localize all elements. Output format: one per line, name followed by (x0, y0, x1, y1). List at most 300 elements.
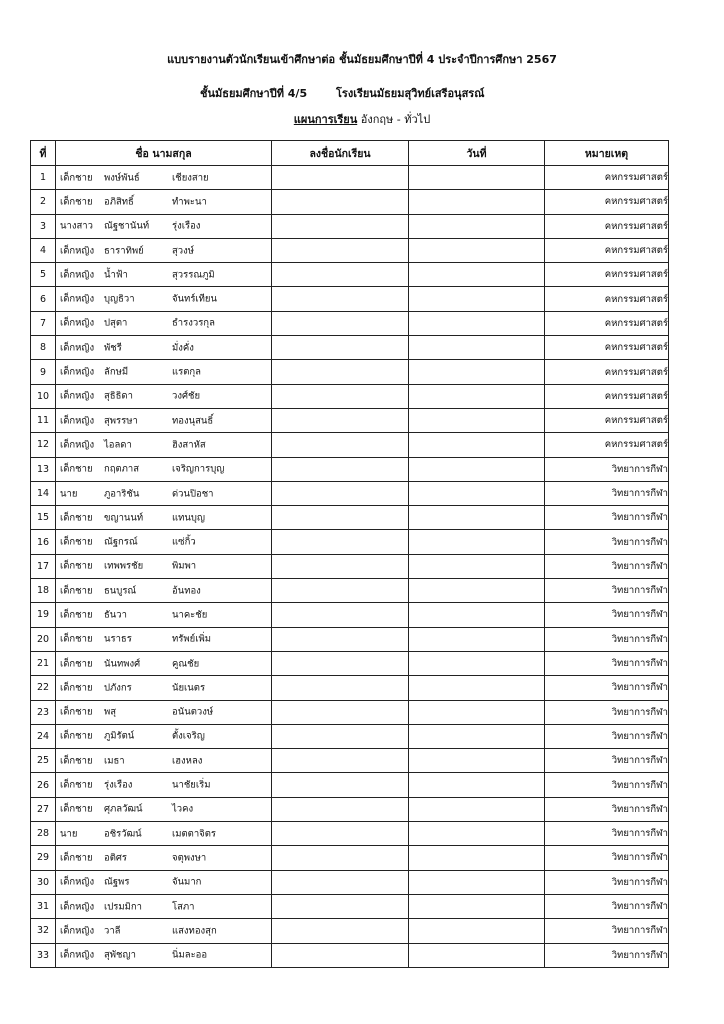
signature-cell[interactable] (272, 651, 409, 675)
student-name-cell (56, 846, 272, 870)
remark-cell: วิทยาการกีฬา (545, 627, 669, 651)
row-number: 27 (31, 797, 56, 821)
signature-cell[interactable] (272, 311, 409, 335)
remark-cell: คหกรรมศาสตร์ (545, 287, 669, 311)
table-row (31, 408, 669, 432)
first-name: ลักษมี (104, 366, 129, 378)
remark-cell: คหกรรมศาสตร์ (545, 360, 669, 384)
last-name: ด่วนปิอชา (172, 488, 214, 499)
remark-cell: วิทยาการกีฬา (545, 773, 669, 797)
first-name: กฤตภาส (104, 463, 140, 475)
name-prefix: เด็กชาย (60, 682, 93, 694)
table-row (31, 238, 669, 262)
remark-cell: คหกรรมศาสตร์ (545, 336, 669, 360)
date-cell[interactable] (409, 360, 545, 384)
first-name: สุธิธิดา (104, 390, 133, 402)
table-row (31, 579, 669, 603)
last-name: พิมพา (172, 560, 197, 572)
row-number: 9 (31, 360, 56, 384)
signature-cell[interactable] (272, 700, 409, 724)
first-name: สุพัชญา (104, 949, 136, 961)
row-number: 2 (31, 190, 56, 214)
table-row (31, 506, 669, 530)
table-row (31, 749, 669, 773)
last-name: สุวรรณภูมิ (172, 269, 215, 281)
row-number: 33 (31, 943, 56, 967)
remark-cell: วิทยาการกีฬา (545, 603, 669, 627)
student-name-cell (56, 481, 272, 505)
last-name: แสงทองสุก (172, 925, 217, 937)
student-name-cell (56, 408, 272, 432)
first-name: ณัฐชานันท์ (104, 220, 150, 232)
remark-cell: คหกรรมศาสตร์ (545, 190, 669, 214)
row-number: 5 (31, 263, 56, 287)
date-cell[interactable] (409, 457, 545, 481)
date-cell[interactable] (409, 287, 545, 311)
remark-cell: วิทยาการกีฬา (545, 846, 669, 870)
last-name: ธำรงวรกุล (172, 317, 215, 329)
first-name: ศุภลวัฒน์ (104, 803, 143, 815)
last-name: จันทร์เทียน (172, 293, 217, 305)
signature-cell[interactable] (272, 408, 409, 432)
student-name-cell (56, 749, 272, 773)
remark-cell: วิทยาการกีฬา (545, 919, 669, 943)
date-cell[interactable] (409, 749, 545, 773)
date-cell[interactable] (409, 214, 545, 238)
name-prefix: เด็กหญิง (60, 269, 95, 281)
signature-cell[interactable] (272, 384, 409, 408)
row-number: 25 (31, 749, 56, 773)
remark-cell: คหกรรมศาสตร์ (545, 214, 669, 238)
date-cell[interactable] (409, 554, 545, 578)
name-prefix: เด็กหญิง (60, 293, 95, 305)
date-cell[interactable] (409, 166, 545, 190)
student-name-cell (56, 894, 272, 918)
table-row (31, 263, 669, 287)
last-name: อนันตวงษ์ (172, 706, 214, 718)
row-number: 29 (31, 846, 56, 870)
student-name-cell (56, 336, 272, 360)
first-name: ณัฐกรณ์ (104, 536, 138, 548)
last-name: ฮิงสาหัส (172, 439, 206, 451)
name-prefix: เด็กหญิง (60, 342, 95, 354)
name-prefix: เด็กหญิง (60, 245, 95, 257)
column-header-remark: หมายเหตุ (545, 141, 669, 166)
date-cell[interactable] (409, 894, 545, 918)
last-name: แทนบุญ (172, 512, 206, 524)
signature-cell[interactable] (272, 724, 409, 748)
last-name: จันมาก (172, 876, 202, 888)
first-name: บุญธิวา (104, 293, 135, 305)
last-name: ทรัพย์เพิ่ม (172, 633, 211, 645)
signature-cell[interactable] (272, 554, 409, 578)
student-name-cell (56, 822, 272, 846)
table-row (31, 870, 669, 894)
date-cell[interactable] (409, 846, 545, 870)
signature-cell[interactable] (272, 894, 409, 918)
student-name-cell (56, 919, 272, 943)
remark-cell: วิทยาการกีฬา (545, 894, 669, 918)
name-prefix: เด็กชาย (60, 172, 93, 184)
first-name: พสุ (104, 706, 117, 718)
student-name-cell (56, 773, 272, 797)
table-row (31, 481, 669, 505)
name-prefix: เด็กชาย (60, 779, 93, 791)
last-name: เฮงหลง (172, 755, 203, 767)
table-row (31, 166, 669, 190)
student-name-cell (56, 506, 272, 530)
last-name: สุวงษ์ (172, 245, 195, 257)
last-name: คูณชัย (172, 658, 200, 670)
date-cell[interactable] (409, 481, 545, 505)
signature-cell[interactable] (272, 263, 409, 287)
signature-cell[interactable] (272, 773, 409, 797)
student-name-cell (56, 190, 272, 214)
last-name: เจริญการบุญ (172, 463, 225, 475)
signature-cell[interactable] (272, 506, 409, 530)
name-prefix: นางสาว (60, 220, 93, 232)
signature-cell[interactable] (272, 627, 409, 651)
signature-cell[interactable] (272, 214, 409, 238)
remark-cell: คหกรรมศาสตร์ (545, 238, 669, 262)
date-cell[interactable] (409, 627, 545, 651)
name-prefix: เด็กชาย (60, 755, 93, 767)
last-name: มั่งคั่ง (172, 342, 194, 354)
table-header-row (31, 141, 669, 166)
table-row (31, 311, 669, 335)
name-prefix: เด็กชาย (60, 803, 93, 815)
remark-cell: วิทยาการกีฬา (545, 481, 669, 505)
remark-cell: วิทยาการกีฬา (545, 797, 669, 821)
study-plan-name: อังกฤษ - ทั่วไป (360, 113, 431, 126)
last-name: จตุพงษา (172, 852, 207, 864)
first-name: ธันวา (104, 609, 127, 621)
row-number: 19 (31, 603, 56, 627)
signature-cell[interactable] (272, 870, 409, 894)
student-name-cell (56, 166, 272, 190)
row-number: 24 (31, 724, 56, 748)
remark-cell: วิทยาการกีฬา (545, 870, 669, 894)
last-name: แซ่กิ้ว (172, 536, 196, 548)
signature-cell[interactable] (272, 749, 409, 773)
last-name: แรตกุล (172, 366, 201, 378)
name-prefix: เด็กชาย (60, 852, 93, 864)
signature-cell[interactable] (272, 481, 409, 505)
row-number: 18 (31, 579, 56, 603)
date-cell[interactable] (409, 506, 545, 530)
date-cell[interactable] (409, 336, 545, 360)
column-header-date: วันที่ (409, 141, 545, 166)
date-cell[interactable] (409, 724, 545, 748)
table-row (31, 336, 669, 360)
student-name-cell (56, 530, 272, 554)
date-cell[interactable] (409, 238, 545, 262)
date-cell[interactable] (409, 433, 545, 457)
signature-cell[interactable] (272, 360, 409, 384)
remark-cell: คหกรรมศาสตร์ (545, 166, 669, 190)
row-number: 23 (31, 700, 56, 724)
first-name: อชิรวัฒน์ (104, 828, 142, 840)
last-name: วงศ์ชัย (172, 390, 201, 402)
last-name: นัยเนตร (172, 682, 206, 694)
date-cell[interactable] (409, 676, 545, 700)
student-name-cell (56, 287, 272, 311)
table-row (31, 214, 669, 238)
first-name: ณัฐพร (104, 876, 130, 888)
student-name-cell (56, 870, 272, 894)
first-name: ภูอาริชัน (104, 488, 140, 499)
student-name-cell (56, 627, 272, 651)
student-name-cell (56, 797, 272, 821)
remark-cell: วิทยาการกีฬา (545, 457, 669, 481)
first-name: สุพรรษา (104, 415, 138, 427)
row-number: 10 (31, 384, 56, 408)
last-name: เชียงสาย (172, 172, 209, 184)
table-row (31, 773, 669, 797)
last-name: นาคะชัย (172, 609, 208, 621)
date-cell[interactable] (409, 919, 545, 943)
last-name: นาชัยเริ่ม (172, 779, 211, 791)
remark-cell: วิทยาการกีฬา (545, 822, 669, 846)
student-name-cell (56, 214, 272, 238)
table-row (31, 724, 669, 748)
date-cell[interactable] (409, 797, 545, 821)
row-number: 15 (31, 506, 56, 530)
table-row (31, 603, 669, 627)
table-row (31, 190, 669, 214)
remark-cell: วิทยาการกีฬา (545, 943, 669, 967)
school-name: โรงเรียนมัธยมสุวิทย์เสรีอนุสรณ์ (336, 87, 485, 100)
date-cell[interactable] (409, 603, 545, 627)
table-row (31, 287, 669, 311)
name-prefix: เด็กหญิง (60, 876, 95, 888)
name-prefix: เด็กชาย (60, 730, 93, 742)
first-name: นันทพงศ์ (104, 658, 141, 670)
date-cell[interactable] (409, 579, 545, 603)
student-name-cell (56, 603, 272, 627)
remark-cell: วิทยาการกีฬา (545, 651, 669, 675)
row-number: 30 (31, 870, 56, 894)
table-row (31, 700, 669, 724)
column-header-signature: ลงชื่อนักเรียน (272, 141, 409, 166)
date-cell[interactable] (409, 870, 545, 894)
name-prefix: นาย (60, 828, 78, 840)
remark-cell: วิทยาการกีฬา (545, 579, 669, 603)
name-prefix: เด็กชาย (60, 633, 93, 645)
row-number: 28 (31, 822, 56, 846)
table-row (31, 822, 669, 846)
first-name: อภิสิทธิ์ (104, 196, 134, 208)
student-name-cell (56, 724, 272, 748)
first-name: ปภังกร (104, 682, 132, 694)
column-header-no: ที่ (31, 141, 56, 166)
remark-cell: คหกรรมศาสตร์ (545, 263, 669, 287)
date-cell[interactable] (409, 311, 545, 335)
last-name: ทองนุสนธิ์ (172, 415, 214, 427)
last-name: นิ่มละออ (172, 949, 208, 961)
name-prefix: เด็กชาย (60, 706, 93, 718)
student-name-cell (56, 433, 272, 457)
student-name-cell (56, 238, 272, 262)
student-name-cell (56, 263, 272, 287)
date-cell[interactable] (409, 408, 545, 432)
remark-cell: วิทยาการกีฬา (545, 749, 669, 773)
student-name-cell (56, 311, 272, 335)
first-name: พัชรี (104, 342, 122, 354)
signature-cell[interactable] (272, 579, 409, 603)
signature-cell[interactable] (272, 846, 409, 870)
name-prefix: เด็กชาย (60, 658, 93, 670)
signature-cell[interactable] (272, 919, 409, 943)
row-number: 26 (31, 773, 56, 797)
row-number: 21 (31, 651, 56, 675)
row-number: 7 (31, 311, 56, 335)
remark-cell: วิทยาการกีฬา (545, 506, 669, 530)
name-prefix: เด็กหญิง (60, 317, 95, 329)
date-cell[interactable] (409, 530, 545, 554)
remark-cell: วิทยาการกีฬา (545, 530, 669, 554)
student-name-cell (56, 457, 272, 481)
last-name: โสภา (172, 901, 195, 913)
last-name: เมตตาจิตร (172, 828, 217, 840)
signature-cell[interactable] (272, 336, 409, 360)
date-cell[interactable] (409, 651, 545, 675)
row-number: 16 (31, 530, 56, 554)
row-number: 8 (31, 336, 56, 360)
date-cell[interactable] (409, 263, 545, 287)
name-prefix: เด็กหญิง (60, 901, 95, 913)
table-row (31, 530, 669, 554)
study-plan-line (0, 112, 724, 128)
signature-cell[interactable] (272, 603, 409, 627)
table-row (31, 360, 669, 384)
name-prefix: เด็กชาย (60, 196, 93, 208)
first-name: เมธา (104, 755, 125, 767)
first-name: ธนบูรณ์ (104, 585, 137, 597)
signature-cell[interactable] (272, 822, 409, 846)
first-name: ขญานนท์ (104, 512, 144, 524)
last-name: ไวคง (172, 803, 194, 815)
name-prefix: เด็กหญิง (60, 390, 95, 402)
report-title: แบบรายงานตัวนักเรียนเข้าศึกษาต่อ ชั้นมัธยมศึกษาปีที่ 4 ประจำปีการศึกษา 2567 (167, 53, 557, 66)
student-name-cell (56, 384, 272, 408)
first-name: นราธร (104, 633, 132, 645)
signature-cell[interactable] (272, 457, 409, 481)
table-row (31, 554, 669, 578)
student-name-cell (56, 651, 272, 675)
row-number: 1 (31, 166, 56, 190)
name-prefix: เด็กหญิง (60, 925, 95, 937)
signature-cell[interactable] (272, 797, 409, 821)
signature-cell[interactable] (272, 190, 409, 214)
date-cell[interactable] (409, 943, 545, 967)
first-name: พงษ์พันธ์ (104, 172, 140, 184)
table-row (31, 676, 669, 700)
date-cell[interactable] (409, 384, 545, 408)
signature-cell[interactable] (272, 943, 409, 967)
table-row (31, 651, 669, 675)
row-number: 13 (31, 457, 56, 481)
name-prefix: เด็กชาย (60, 585, 93, 597)
table-row (31, 919, 669, 943)
date-cell[interactable] (409, 773, 545, 797)
remark-cell: วิทยาการกีฬา (545, 700, 669, 724)
signature-cell[interactable] (272, 287, 409, 311)
last-name: ตั้งเจริญ (172, 730, 205, 742)
table-row (31, 894, 669, 918)
remark-cell: วิทยาการกีฬา (545, 724, 669, 748)
row-number: 4 (31, 238, 56, 262)
first-name: ไอลดา (104, 439, 132, 451)
student-name-cell (56, 579, 272, 603)
name-prefix: เด็กหญิง (60, 949, 95, 961)
remark-cell: คหกรรมศาสตร์ (545, 433, 669, 457)
row-number: 32 (31, 919, 56, 943)
last-name: อ้นทอง (172, 585, 201, 597)
row-number: 14 (31, 481, 56, 505)
first-name: ธาราทิพย์ (104, 245, 144, 257)
date-cell[interactable] (409, 700, 545, 724)
name-prefix: เด็กชาย (60, 512, 93, 524)
first-name: น้ำฟ้า (104, 269, 128, 281)
column-header-name: ชื่อ นามสกุล (56, 141, 272, 166)
first-name: ปสุตา (104, 317, 128, 329)
table-body (31, 166, 669, 968)
date-cell[interactable] (409, 190, 545, 214)
row-number: 22 (31, 676, 56, 700)
row-number: 12 (31, 433, 56, 457)
signature-cell[interactable] (272, 530, 409, 554)
name-prefix: เด็กชาย (60, 560, 93, 572)
date-cell[interactable] (409, 822, 545, 846)
first-name: วาลี (104, 925, 121, 937)
name-prefix: เด็กชาย (60, 536, 93, 548)
table-row (31, 943, 669, 967)
name-prefix: เด็กหญิง (60, 366, 95, 378)
student-name-cell (56, 943, 272, 967)
row-number: 11 (31, 408, 56, 432)
last-name: ทำพะนา (172, 196, 207, 208)
first-name: ภูมิรัตน์ (104, 730, 135, 742)
row-number: 3 (31, 214, 56, 238)
signature-cell[interactable] (272, 166, 409, 190)
student-roster-table (30, 140, 669, 968)
table-row (31, 457, 669, 481)
student-name-cell (56, 554, 272, 578)
table-row (31, 797, 669, 821)
table-row (31, 433, 669, 457)
remark-cell: วิทยาการกีฬา (545, 554, 669, 578)
name-prefix: เด็กหญิง (60, 439, 95, 451)
table-row (31, 846, 669, 870)
row-number: 17 (31, 554, 56, 578)
row-number: 20 (31, 627, 56, 651)
row-number: 31 (31, 894, 56, 918)
signature-cell[interactable] (272, 676, 409, 700)
table-row (31, 627, 669, 651)
name-prefix: เด็กชาย (60, 609, 93, 621)
remark-cell: คหกรรมศาสตร์ (545, 311, 669, 335)
class-level: ชั้นมัธยมศึกษาปีที่ 4/5 (200, 87, 308, 100)
row-number: 6 (31, 287, 56, 311)
first-name: รุ่งเรือง (104, 779, 133, 791)
name-prefix: เด็กชาย (60, 463, 93, 475)
signature-cell[interactable] (272, 433, 409, 457)
remark-cell: วิทยาการกีฬา (545, 676, 669, 700)
signature-cell[interactable] (272, 238, 409, 262)
first-name: เทพพรชัย (104, 560, 144, 572)
first-name: เปรมมิกา (104, 901, 142, 913)
